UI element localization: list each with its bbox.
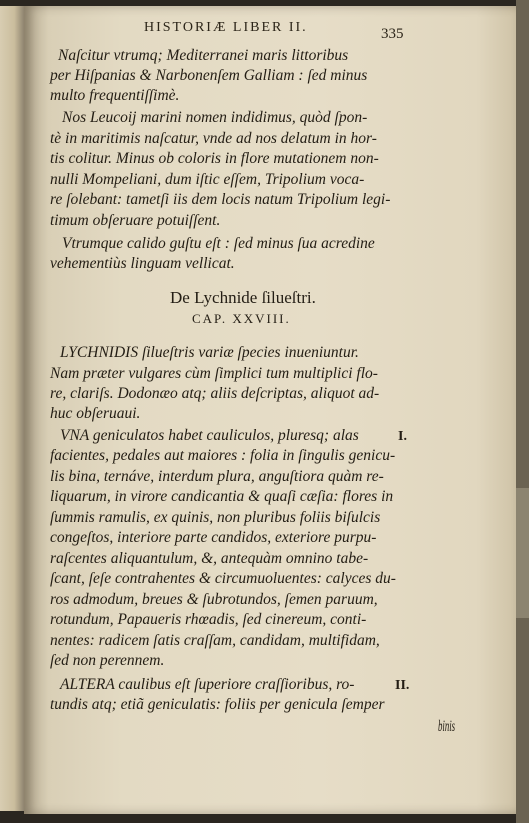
- text-line: raſcentes aliquantulum, &, antequàm omnino tabe-: [50, 550, 369, 567]
- text-line: re, clariſs. Dodonæo atq; aliis deſcriptas, aliquot ad-: [50, 385, 380, 402]
- section-heading: De Lychnide ſilueſtri.: [170, 288, 316, 307]
- left-page-edge: [0, 6, 25, 811]
- chapter-label: CAP. XXVIII.: [192, 311, 291, 326]
- text-line: nentes: radicem ſatis craſſam, candidam, multifidam,: [50, 632, 380, 649]
- text-line: Nos Leucoij marini nomen indidimus, quòd ſpon-: [62, 109, 368, 126]
- text-line: tundis atq; etiã geniculatis: foliis per genicula ſemper: [50, 696, 385, 713]
- catchword: binis: [438, 718, 456, 735]
- text-line: ros admodum, breues & ſubrotundos, ſemen paruum,: [50, 591, 378, 608]
- text-line: ſed non perennem.: [50, 652, 165, 669]
- text-line: tè in maritimis naſcatur, vnde ad nos delatum in hor-: [50, 130, 377, 147]
- running-header: HISTORIÆ LIBER II.: [144, 20, 308, 35]
- text-line: lis bina, ternáve, interdum plura, anguſtiora quàm re-: [50, 468, 384, 485]
- text-line: ſcant, ſeſe contrahentes & circumuoluentes: calyces du-: [50, 570, 396, 587]
- text-line: VNA geniculatos habet cauliculos, pluresq; alas: [60, 427, 359, 444]
- text-line: ALTERA caulibus eſt ſuperiore craſſioribus, ro-: [60, 676, 355, 693]
- text-line: re ſolebant: tametſi iis dem locis natum Tripolium legi-: [50, 191, 391, 208]
- margin-note-two: II.: [395, 678, 410, 693]
- text-line: tis colitur. Minus ob coloris in flore mutationem non-: [50, 150, 379, 167]
- text-line: Naſcitur vtrumq; Mediterranei maris littoribus: [58, 47, 349, 64]
- text-line: vehementiùs linguam vellicat.: [50, 255, 235, 272]
- text-line: per Hiſpanias & Narbonenſem Galliam : ſed minus: [50, 67, 368, 84]
- text-line: nulli Mompeliani, dum iſtic eſſem, Tripolium voca-: [50, 171, 365, 188]
- right-page-edge: [516, 0, 529, 823]
- text-line: timum obſeruare potuiſſent.: [50, 212, 221, 229]
- margin-note-one: I.: [398, 429, 407, 444]
- text-line: facientes, pedales aut maiores : folia in ſingulis genicu-: [50, 447, 396, 464]
- text-line: multo frequentiſſimè.: [50, 87, 180, 104]
- text-line: congeſtos, interiore parte candidos, exteriore purpu-: [50, 529, 377, 546]
- text-line: ſummis ramulis, ex quinis, non pluribus foliis biſulcis: [50, 509, 381, 526]
- text-line: Nam præter vulgares cùm ſimplici tum multiplici flo-: [50, 365, 378, 382]
- text-line: huc obſeruaui.: [50, 405, 141, 422]
- text-line: rotundum, Papaueris rhœadis, ſed cinereum, conti-: [50, 611, 367, 628]
- text-line: Vtrumque calido guſtu eſt : ſed minus ſua acredine: [62, 235, 375, 252]
- text-line: liquarum, in virore candicantia & quaſi cæſia: flores in: [50, 488, 394, 505]
- page-tab: [516, 488, 529, 618]
- page-number: 335: [381, 26, 404, 42]
- text-line: LYCHNIDIS ſilueſtris variæ ſpecies inueniuntur.: [60, 344, 359, 361]
